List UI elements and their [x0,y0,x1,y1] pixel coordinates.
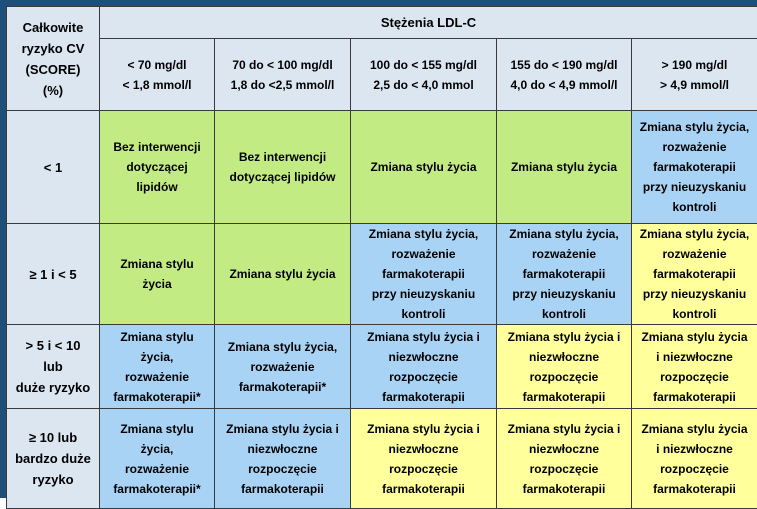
recommendation-cell: Zmiana stylu życia [351,111,497,224]
ldl-column-header: 155 do < 190 mg/dl 4,0 do < 4,9 mmol/l [497,39,632,111]
recommendation-cell: Zmiana stylu życia i niezwłoczne rozpoczęcie farmakoterapii [215,409,351,509]
recommendation-cell: Zmiana stylu życia, rozważenie farmakoterapii przy nieuzyskaniu kontroli [632,224,757,325]
ldl-column-header: > 190 mg/dl > 4,9 mmol/l [632,39,757,111]
ldl-risk-table [6,6,757,509]
recommendation-cell: Zmiana stylu życia, rozważenie farmakoterapii przy nieuzyskaniu kontroli [351,224,497,325]
recommendation-cell: Bez interwencji dotyczącej lipidów [215,111,351,224]
ldl-title: Stężenia LDL-C [100,7,757,39]
recommendation-cell: Zmiana stylu życia i niezwłoczne rozpoczęcie farmakoterapii [632,325,757,409]
recommendation-cell: Zmiana stylu życia, rozważenie farmakoterapii* [100,325,215,409]
recommendation-cell: Zmiana stylu życia [215,224,351,325]
ldl-column-header: < 70 mg/dl < 1,8 mmol/l [100,39,215,111]
recommendation-cell: Bez interwencji dotyczącej lipidów [100,111,215,224]
recommendation-cell: Zmiana stylu życia i niezwłoczne rozpoczęcie farmakoterapii [351,325,497,409]
recommendation-cell: Zmiana stylu życia, rozważenie farmakoterapii* [100,409,215,509]
ldl-column-header: 100 do < 155 mg/dl 2,5 do < 4,0 mmol [351,39,497,111]
recommendation-cell: Zmiana stylu życia i niezwłoczne rozpoczęcie farmakoterapii [351,409,497,509]
risk-category: ≥ 1 i < 5 [7,224,100,325]
table-row [7,111,757,224]
risk-header: Całkowite ryzyko CV (SCORE) (%) [7,7,100,111]
table-row [7,325,757,409]
recommendation-cell: Zmiana stylu życia, rozważenie farmakoterapii przy nieuzyskaniu kontroli [497,224,632,325]
risk-category: > 5 i < 10 lub duże ryzyko [7,325,100,409]
risk-category: ≥ 10 lub bardzo duże ryzyko [7,409,100,509]
recommendation-cell: Zmiana stylu życia [100,224,215,325]
recommendation-cell: Zmiana stylu życia [497,111,632,224]
recommendation-cell: Zmiana stylu życia, rozważenie farmakoterapii* [215,325,351,409]
table-row [7,409,757,509]
ldl-column-header: 70 do < 100 mg/dl 1,8 do <2,5 mmol/l [215,39,351,111]
recommendation-cell: Zmiana stylu życia i niezwłoczne rozpoczęcie farmakoterapii [632,409,757,509]
risk-category: < 1 [7,111,100,224]
recommendation-cell: Zmiana stylu życia i niezwłoczne rozpoczęcie farmakoterapii [497,325,632,409]
recommendation-cell: Zmiana stylu życia, rozważenie farmakoterapii przy nieuzyskaniu kontroli [632,111,757,224]
recommendation-cell: Zmiana stylu życia i niezwłoczne rozpoczęcie farmakoterapii [497,409,632,509]
table-row [7,224,757,325]
